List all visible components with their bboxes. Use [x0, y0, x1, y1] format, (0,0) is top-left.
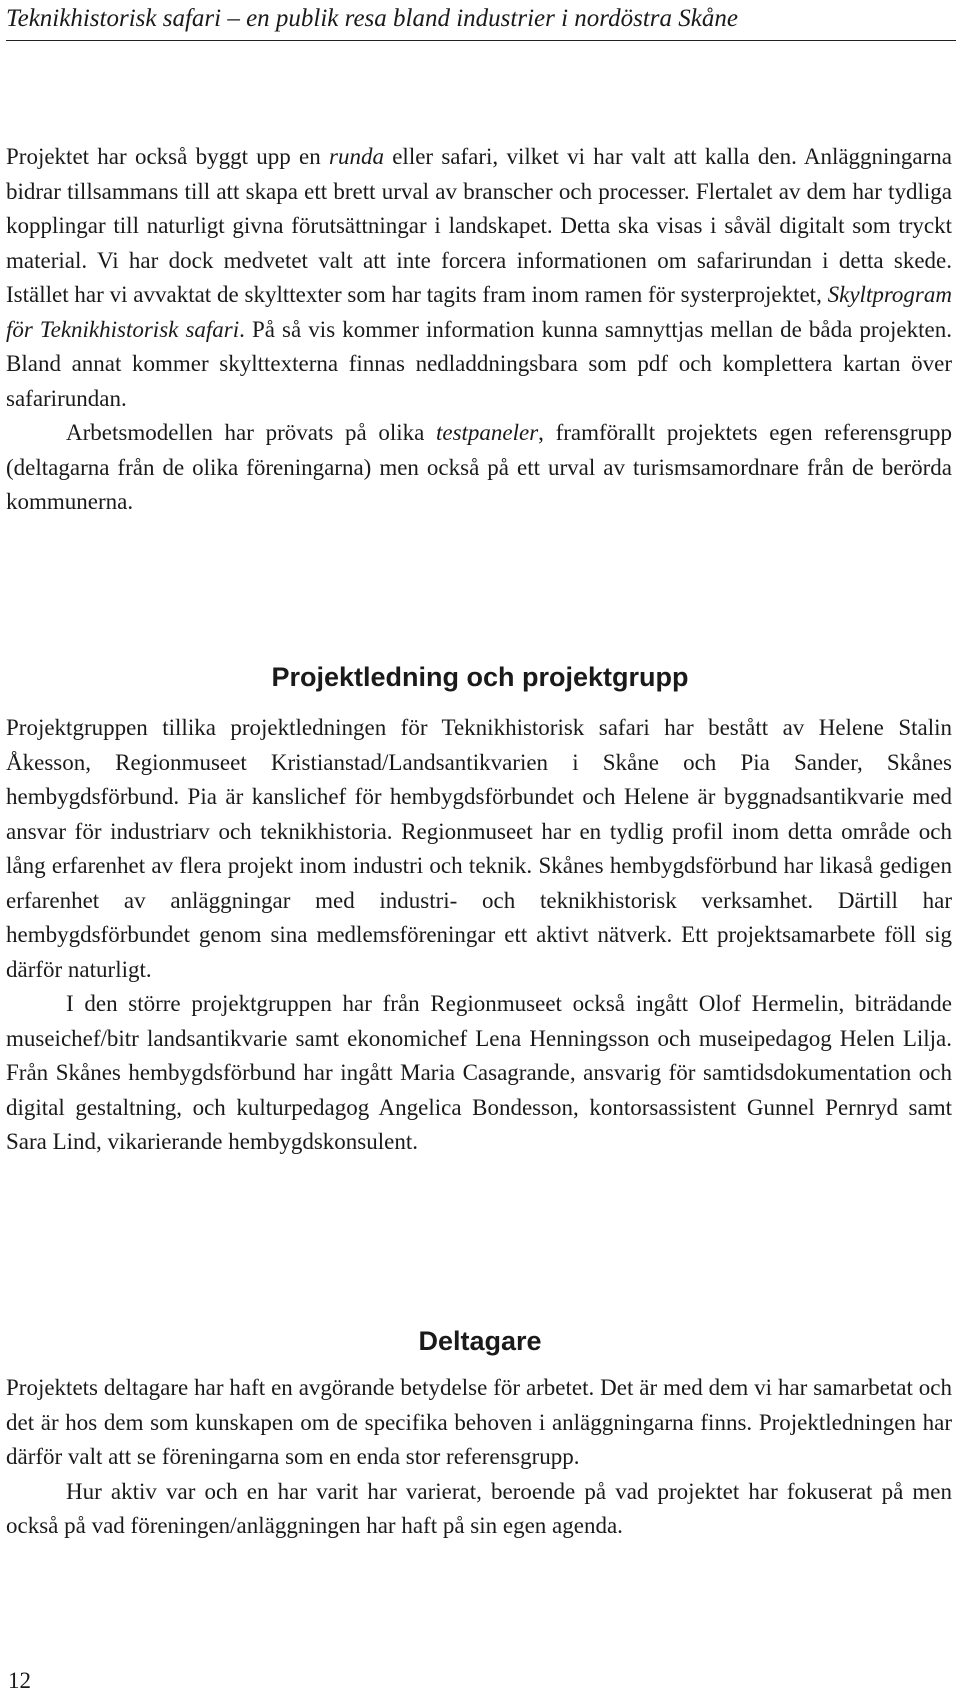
section1-paragraph-2: I den större projektgruppen har från Regionmuseet också ingått Olof Hermelin, biträdande museichef/bitr landsantikvarie samt ekonomichef Lena Henningsson och museipedagog Helen Lilja. Från Skånes hembygdsförbund har ingått Maria Casagrande, ansvarig för samtidsdokumentation och digital gestaltning, och kulturpedagog Angelica Bondesson, kontorsassistent Gunnel Pernryd samt Sara Lind, vikarierande hembygdskonsulent. — [6, 991, 952, 1154]
section2-paragraph-2: Hur aktiv var och en har varit har varierat, beroende på vad projektet har fokuserat på men också på vad föreningen/anläggningen har haft på sin egen agenda. — [6, 1478, 952, 1538]
intro-p1-emphasis-skyltprogram: Skyltprogram för Teknikhistorisk safari — [6, 282, 952, 342]
section-heading-deltagare: Deltagare — [418, 1326, 542, 1356]
intro-p1-part-a: Projektet har också byggt upp en — [6, 144, 329, 169]
intro-p2-part-b: , framförallt projektets egen referensgrupp (deltagarna från de olika föreningarna) men också på ett urval av turismsamordnare från de berörda kommunerna. — [6, 420, 952, 514]
section2-text — [6, 1371, 952, 1544]
intro-p1-part-c: . På så vis kommer information kunna samnyttjas mellan de båda projekten. Bland annat kommer skylttexterna finnas nedladdningsbara som pdf och komplettera kartan över safarirundan. — [6, 316, 952, 411]
section1-paragraph-1: Projektgruppen tillika projektledningen för Teknikhistorisk safari har bestått av Helene Stalin Åkesson, Regionmuseet Kristianstad/Landsantikvarien i Skåne och Pia Sander, Skånes hembygdsförbund. Pia är kanslichef för hembygdsförbundet och Helene är byggnadsantikvarie med ansvar för industriarv och teknikhistoria. Regionmuseet har en tydlig profil inom detta område och lång erfarenhet av flera projekt inom industri och teknik. Skånes hembygdsförbund har likaså gedigen erfarenhet av anläggningar med industri- och teknikhistorisk verksamhet. Därtill har hembygdsförbundet genom sina medlemsföreningar ett aktivt nätverk. Ett projektsamarbete föll sig därför naturligt. — [6, 715, 952, 982]
section-heading-projektledning: Projektledning och projektgrupp — [271, 662, 689, 692]
intro-text — [6, 140, 952, 520]
running-header — [6, 2, 956, 41]
intro-p1-emphasis-runda: runda — [329, 144, 384, 169]
running-title: Teknikhistorisk safari – en publik resa bland industrier i nordöstra Skåne — [6, 5, 738, 32]
intro-p2-emphasis-testpaneler: testpaneler — [435, 420, 539, 445]
intro-paragraph-2 — [6, 416, 952, 520]
page-number: 12 — [8, 1668, 31, 1693]
section1-text — [6, 711, 952, 1160]
intro-paragraph-1 — [6, 140, 952, 416]
intro-p1-part-b: eller safari, vilket vi har valt att kalla den. Anläggningarna bidrar tillsammans till att skapa ett brett urval av branscher och processer. Flertalet av dem har tydliga kopplingar till naturligt givna förutsättningar i landskapet. Detta ska visas i såväl digitalt som tryckt material. Vi har dock medvetet valt att inte forcera informationen om safarirundan i detta skede. Istället har vi avvaktat de skylttexter som har tagits fram inom ramen för systerprojektet, — [6, 144, 953, 307]
section2-paragraph-1: Projektets deltagare har haft en avgörande betydelse för arbetet. Det är med dem vi har samarbetat och det är hos dem som kunskapen om de specifika behoven i anläggningarna finns. Projektledningen har därför valt att se föreningarna som en enda stor referensgrupp. — [6, 1375, 952, 1469]
intro-p2-part-a: Arbetsmodellen har prövats på olika — [66, 420, 436, 445]
